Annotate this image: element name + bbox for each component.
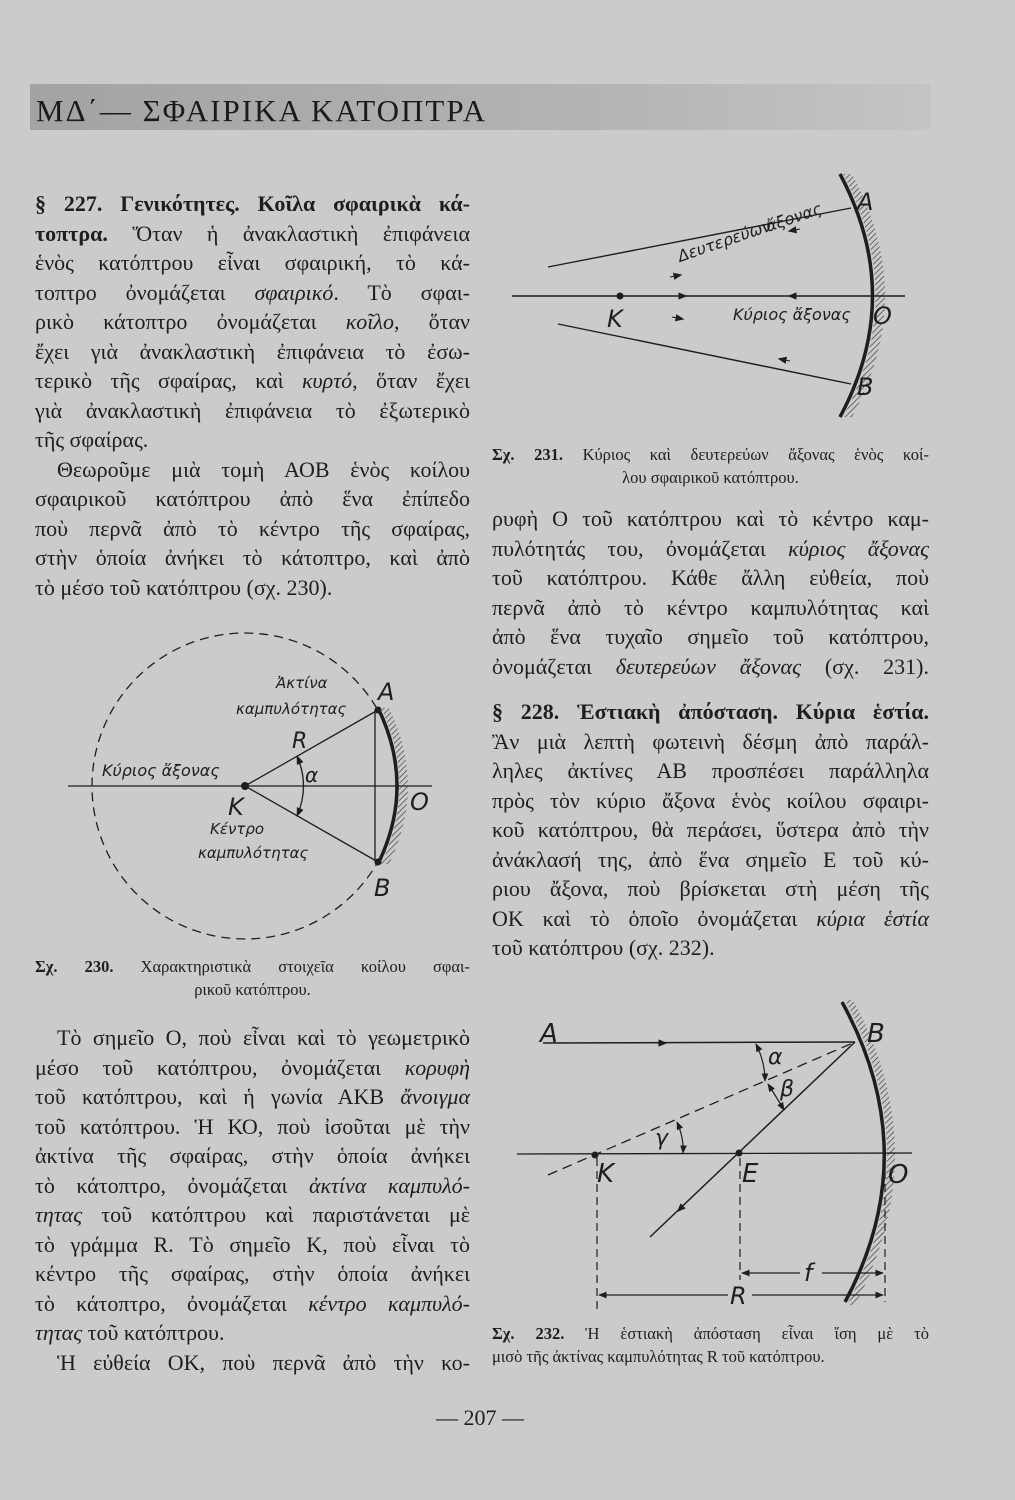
emphasis-term: ἄνοιγμα (400, 1084, 470, 1109)
emphasis-term: τητας (35, 1320, 83, 1345)
text-segment: πρὸς τὸν κύριο ἄξονα ἑνὸς κοίλου σφαιρι- (492, 787, 929, 813)
text-line (492, 681, 929, 697)
text-line (35, 425, 470, 455)
text-line (492, 874, 929, 904)
text-line (492, 534, 929, 564)
secondary-axis-2 (558, 324, 851, 384)
figure-231 (512, 174, 905, 417)
fig232-label-B: B (867, 1019, 885, 1049)
text-line (35, 248, 470, 278)
text-segment: τοῦ κατόπτρου. Ἡ ΚΟ, ποὺ ἰσοῦται μὲ τὴν (35, 1113, 470, 1139)
text-line (35, 1023, 470, 1053)
text-line (35, 484, 470, 514)
text-line (35, 1112, 470, 1142)
text-segment: , ὅταν ἔχει (352, 368, 470, 393)
fig230-label-O: O (410, 788, 429, 816)
text-line (35, 1348, 470, 1378)
fig231-label-O: O (873, 302, 892, 330)
emphasis-term: κύρια ἑστία (816, 905, 929, 931)
text-segment: , ὅταν (393, 309, 470, 334)
text-segment: μισὸ τῆς ἀκτίνας καμπυλότητας R τοῦ κατόπτρου. (492, 1347, 825, 1366)
text-segment: ρικοῦ κατόπτρου. (194, 980, 311, 999)
text-segment: τοῦ κατόπτρου (σχ. 232). (492, 935, 715, 960)
angle-gamma-arc (677, 1122, 683, 1153)
emphasis-term: δευτερεύων ἄξονας (615, 653, 802, 679)
text-line (492, 933, 929, 963)
fig232-label-f: f (804, 1259, 813, 1287)
text-segment: στὴν ὁποία ἀνήκει τὸ κάτοπτρο, καὶ ἀπὸ (35, 545, 470, 570)
chapter-title: ΜΔ΄— ΣΦΑΙΡΙΚΑ ΚΑΤΟΠΤΡΑ (36, 93, 488, 128)
text-line (35, 543, 470, 573)
fig232-label-A: A (540, 1019, 558, 1049)
text-segment: περνᾶ ἀπὸ τὸ κέντρο καμπυλότητας καὶ (492, 594, 929, 620)
text-segment: (σχ. 231). (801, 653, 930, 679)
text-line (35, 1289, 470, 1319)
text-segment: ἀνάκλασή της, ἀπὸ ἕνα σημεῖο Ε τοῦ κύ- (492, 846, 929, 872)
emphasis-term: ἀκτίνα καμπυλό- (308, 1172, 470, 1198)
text-line (492, 727, 929, 757)
fig230-label-radius: Ἀκτίνα (276, 674, 328, 692)
text-line (492, 845, 929, 875)
arrow (782, 360, 790, 362)
text-segment: ποὺ περνᾶ ἀπὸ τὸ κέντρο τῆς σφαίρας, (35, 515, 470, 541)
text-segment: τῆς σφαίρας. (35, 427, 149, 452)
text-line (492, 756, 929, 786)
text-line (492, 1322, 929, 1345)
fig230-label-R: R (292, 729, 308, 754)
text-segment: τοῦ κατόπτρου, καὶ ἡ γωνία ΑΚΒ (35, 1084, 401, 1109)
fig231-label-secondary: Δευτερεύων (675, 216, 774, 266)
heading-text: Σχ. 230. (35, 957, 114, 976)
fig230-label-alpha: α (305, 763, 319, 787)
fig230-label-center: Κέντρο (210, 820, 265, 838)
text-line (35, 1141, 470, 1171)
fig232-label-O: O (888, 1160, 909, 1190)
fig232-caption (492, 1322, 929, 1368)
text-segment: Τὸ σημεῖο Ο, ποὺ εἶναι καὶ τὸ γεωμετρικὸ (57, 1025, 470, 1050)
heading-text: § 228. Ἑστιακὴ ἀπόσταση. Κύρια ἑστία. (492, 699, 929, 724)
fig232-label-gamma: γ (655, 1126, 669, 1151)
text-line (35, 1200, 470, 1230)
text-segment: Ἡ ἑστιακὴ ἀπόσταση εἶναι ἴση μὲ τὸ (564, 1324, 929, 1343)
right-column-text (492, 504, 929, 963)
text-line (35, 978, 470, 1001)
text-segment: ΟΚ καὶ τὸ ὁποῖο ὀνομάζεται (492, 905, 817, 931)
text-line (35, 573, 470, 603)
text-segment: τοπτρο ὀνομάζεται (35, 279, 255, 305)
fig231-label-A: A (857, 188, 874, 216)
text-segment: κέντρο τῆς σφαίρας, στὴν ὁποία ἀνήκει (35, 1261, 470, 1286)
fig231-label-B: B (857, 373, 874, 401)
fig232-label-alpha: α (768, 1045, 783, 1070)
emphasis-term: κύριος ἄξονας (788, 535, 930, 561)
angle-alpha-arc (756, 1044, 765, 1081)
text-segment: ἀπὸ ἕνα τυχαῖο σημεῖο τοῦ κατόπτρου, (492, 624, 929, 649)
text-segment: τὸ κάτοπτρο, ὀνομάζεται (35, 1290, 309, 1316)
fig232-label-beta: β (780, 1077, 795, 1102)
text-line (35, 1318, 470, 1348)
text-segment: Θεωροῦμε μιὰ τομὴ ΑΟΒ ἑνὸς κοίλου (57, 456, 470, 482)
emphasis-term: κέντρο καμπυλό- (308, 1290, 470, 1316)
text-line (492, 815, 929, 845)
fig230-label-center-2: καμπυλότητας (198, 844, 309, 862)
text-line (35, 366, 470, 396)
heading-text: Σχ. 231. (492, 445, 563, 464)
left-column-bottom-text (35, 1023, 470, 1377)
arrow (792, 229, 800, 231)
text-segment: ληλες ἀκτίνες ΑΒ προσπέσει παράλληλα (492, 758, 929, 783)
text-segment: κοῦ κατόπτρου, θὰ περάσει, ὕστερα ἀπὸ τὴν (492, 817, 929, 842)
text-segment: σφαιρικοῦ κατόπτρου ἀπὸ ἕνα ἐπίπεδο (35, 486, 470, 511)
text-segment: λου σφαιρικοῦ κατόπτρου. (622, 468, 799, 487)
emphasis-term: σφαιρικό (254, 279, 334, 305)
figure-232 (517, 1000, 912, 1312)
fig231-label-K: K (607, 305, 623, 333)
text-line (492, 786, 929, 816)
arrow (670, 276, 678, 278)
text-line (492, 563, 929, 593)
page-number: — 207 — (436, 1405, 524, 1430)
text-segment: τερικὸ τῆς σφαίρας, καὶ (35, 368, 302, 393)
heading-text: § 227. Γενικότητες. Κοῖλα σφαιρικὰ κά- (35, 191, 470, 216)
text-line (35, 219, 470, 249)
text-line (492, 593, 929, 623)
text-line (492, 652, 929, 682)
text-segment: ριου ἄξονα, ποὺ βρίσκεται στὴ μέση τῆς (492, 876, 929, 901)
text-segment: ὀνομάζεται (492, 653, 616, 679)
fig230-label-K: K (228, 793, 244, 821)
fig230-label-B: B (374, 874, 391, 902)
text-line (35, 337, 470, 367)
heading-text: Σχ. 232. (492, 1324, 565, 1343)
emphasis-term: τητας (35, 1202, 83, 1227)
text-segment: τοῦ κατόπτρου καὶ παριστάνεται μὲ (82, 1202, 470, 1227)
text-segment: τοῦ κατόπτρου. (82, 1320, 225, 1345)
arrow (672, 317, 680, 319)
fig230-label-A: A (378, 678, 395, 706)
text-line (492, 504, 929, 534)
text-segment: τὸ γράμμα R. Τὸ σημεῖο Κ, ποὺ εἶναι τὸ (35, 1231, 470, 1257)
text-segment: ἑνὸς κατόπτρου εἶναι σφαιρική, τὸ κά- (35, 250, 470, 275)
text-line (492, 697, 929, 727)
text-segment: τοῦ κατόπτρου. Κάθε ἄλλη εὐθεία, ποὺ (492, 565, 929, 590)
emphasis-term: κορυφὴ (404, 1054, 470, 1080)
text-segment: ἔχει γιὰ ἀνακλαστικὴ ἐπιφάνεια τὸ ἐσω- (35, 338, 470, 364)
text-line (492, 443, 929, 466)
text-segment: . Τὸ σφαι- (333, 279, 470, 305)
emphasis-term: κυρτό (302, 368, 353, 393)
text-segment: τὸ μέσο τοῦ κατόπτρου (σχ. 230). (35, 574, 333, 600)
text-line (35, 1053, 470, 1083)
text-line (35, 278, 470, 308)
fig232-label-R: R (730, 1282, 747, 1310)
fig230-caption (35, 955, 470, 1001)
text-line (492, 466, 929, 489)
emphasis-term: κοῖλο (345, 309, 394, 334)
incident-ray (543, 1042, 855, 1043)
text-segment: Χαρακτηριστικὰ στοιχεῖα κοίλου σφαι- (113, 957, 470, 976)
text-segment: Ἂν μιὰ λεπτὴ φωτεινὴ δέσμη ἀπὸ παράλ- (492, 728, 929, 754)
text-segment: ρυφὴ Ο τοῦ κατόπτρου καὶ τὸ κέντρο καμ- (492, 506, 929, 531)
text-line (35, 396, 470, 426)
text-line (35, 455, 470, 485)
text-segment: ρικὸ κάτοπτρο ὀνομάζεται (35, 309, 346, 334)
text-segment: ἀκτίνα τῆς σφαίρας, στὴν ὁποία ἀνήκει (35, 1143, 470, 1168)
text-line (35, 1171, 470, 1201)
heading-text: τοπτρα. (35, 220, 108, 246)
text-line (35, 514, 470, 544)
text-segment: γιὰ ἀνακλαστικὴ ἐπιφάνεια τὸ ἐξωτερικὸ (35, 397, 470, 423)
text-line (35, 1082, 470, 1112)
fig231-caption (492, 443, 929, 489)
text-segment: πυλότητάς του, ὀνομάζεται (492, 535, 789, 561)
text-line (35, 189, 470, 219)
fig232-label-E: E (742, 1159, 759, 1189)
principal-axis (517, 1153, 912, 1154)
text-segment: μέσο τοῦ κατόπτρου, ὀνομάζεται (35, 1054, 405, 1080)
text-line (492, 1345, 929, 1368)
text-line (35, 307, 470, 337)
left-column-top-text (35, 189, 470, 602)
text-segment: Ἡ εὐθεία ΟΚ, ποὺ περνᾶ ἀπὸ τὴν κο- (57, 1349, 470, 1375)
text-line (492, 904, 929, 934)
text-line (35, 1230, 470, 1260)
text-segment: Κύριος καὶ δευτερεύων ἄξονας ἑνὸς κοί- (563, 445, 929, 464)
text-line (35, 955, 470, 978)
fig230-label-axis: Κύριος ἄξονας (102, 761, 220, 780)
text-line (492, 622, 929, 652)
fig231-label-principal: Κύριος ἄξονας (733, 305, 851, 324)
fig232-label-K: K (597, 1159, 615, 1189)
text-segment: τὸ κάτοπτρο, ὀνομάζεται (35, 1172, 309, 1198)
text-segment: Ὅταν ἡ ἀνακλαστικὴ ἐπιφάνεια (107, 220, 470, 246)
fig231-label-secondary-axis: ἄξονας (763, 198, 825, 236)
fig230-label-radius-2: καμπυλότητας (236, 700, 347, 718)
text-line (35, 1259, 470, 1289)
